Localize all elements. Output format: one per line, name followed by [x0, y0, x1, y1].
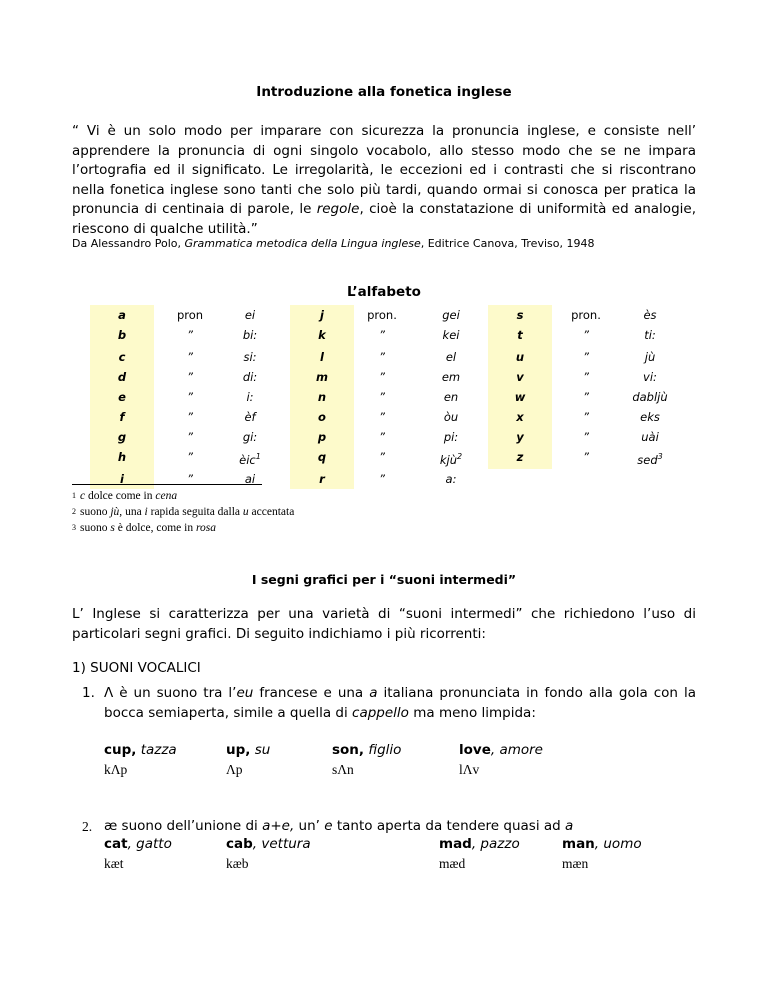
- alphabet-pron-cell: ”: [379, 370, 385, 384]
- alphabet-letter-cell: l: [320, 350, 324, 364]
- alphabet-letter-cell: d: [117, 370, 127, 384]
- example-word: cat, gatto: [104, 836, 172, 852]
- alphabet-title: L’alfabeto: [347, 284, 421, 300]
- example-word: man, uomo: [562, 836, 642, 852]
- alphabet-pron-col-3: [556, 305, 616, 465]
- example-phonetic: kΛp: [104, 762, 128, 777]
- alphabet-letter-cell: b: [117, 328, 127, 342]
- alphabet-pron-cell: pron.: [367, 308, 397, 322]
- alphabet-letter-cell: q: [317, 450, 327, 464]
- alphabet-sound-cell: i:: [246, 390, 254, 404]
- alphabet-letters-col-3: [488, 305, 552, 469]
- alphabet-letters-col-1: [90, 305, 154, 489]
- footnote-3: $^3$ suono s è dolce, come in rosa: [72, 522, 216, 534]
- vowel-item-1: 1. Λ è un suono tra l’eu francese e una a italiana pronunciata in fondo alla gola con la bocca semiaperta, simile a quella di cappello ma meno limpida:: [82, 685, 696, 721]
- alphabet-sound-cell: em: [441, 370, 461, 384]
- alphabet-letters-col-2: [290, 305, 354, 489]
- alphabet-pron-cell: ”: [187, 328, 193, 342]
- footnote-2: $^2$ suono jù, una i rapida seguita dalla u accentata: [72, 506, 295, 518]
- alphabet-pron-col-2: [352, 305, 412, 486]
- alphabet-pron-cell: ”: [379, 350, 385, 364]
- page-title: Introduzione alla fonetica inglese: [256, 84, 512, 100]
- alphabet-sound-cell: en: [443, 390, 459, 404]
- alphabet-sound-col-1: [220, 305, 280, 486]
- footnote-ref: 3: [657, 452, 663, 461]
- alphabet-letter-cell: t: [517, 328, 523, 342]
- alphabet-letter-cell: r: [319, 472, 325, 486]
- example-word: mad, pazzo: [439, 836, 520, 852]
- alphabet-sound-cell: kjù$^2$: [439, 452, 463, 467]
- alphabet-letter-cell: c: [118, 350, 126, 364]
- alphabet-pron-cell: ”: [379, 430, 385, 444]
- alphabet-sound-col-3: [618, 305, 682, 465]
- alphabet-sound-cell: dabljù: [632, 390, 668, 404]
- intro-paragraph: L’ Inglese si caratterizza per una varietà di “suoni intermedi” che richiedono l’uso di particolari segni grafici. Di seguito indichiamo i più ricorrenti:: [72, 606, 696, 642]
- example-word: up, su: [226, 742, 271, 758]
- alphabet-letter-cell: i: [120, 472, 124, 486]
- alphabet-pron-cell: pron.: [571, 308, 601, 322]
- alphabet-letter-cell: f: [119, 410, 125, 424]
- alphabet-sound-cell: pi:: [443, 430, 459, 444]
- alphabet-letter-cell: v: [516, 370, 524, 384]
- alphabet-sound-cell: eks: [640, 410, 660, 424]
- example-word: love, amore: [459, 742, 543, 758]
- example-phonetic: mæd: [439, 856, 466, 871]
- quote-paragraph: “ Vi è un solo modo per imparare con sicurezza la pronuncia inglese, e consiste nell’ apprendere la pronuncia di ogni singolo vocabolo, allo stesso modo che se ne impara l’ortografia ed il significato. Le irregolarità, le eccezioni ed i contrasti che si riscontrano nella fonetica inglese sono tanti che solo più tardi, quando ormai si conosca per pratica la pronuncia di centinaia di parole, le regole, cioè la constatazione di uniformità ed analogie, riescono di qualche utilità.”: [72, 123, 696, 237]
- alphabet-sound-cell: di:: [242, 370, 258, 384]
- alphabet-pron-cell: ”: [187, 450, 193, 464]
- example-phonetic: Λp: [226, 762, 243, 777]
- section-title-suoni-intermedi: I segni grafici per i “suoni intermedi”: [251, 572, 517, 587]
- example-phonetic: lΛv: [459, 762, 480, 777]
- alphabet-pron-cell: ”: [379, 410, 385, 424]
- alphabet-letter-cell: g: [117, 430, 127, 444]
- section-heading-suoni-vocalici: 1) SUONI VOCALICI: [72, 660, 201, 676]
- alphabet-pron-cell: ”: [379, 450, 385, 464]
- alphabet-pron-cell: ”: [187, 370, 193, 384]
- source-book-title: Grammatica metodica della Lingua inglese: [184, 237, 421, 250]
- alphabet-sound-cell: ai: [244, 472, 256, 486]
- alphabet-pron-cell: ”: [583, 328, 589, 342]
- alphabet-pron-cell: ”: [583, 450, 589, 464]
- alphabet-pron-cell: ”: [379, 390, 385, 404]
- alphabet-sound-cell: sed$^3$: [637, 452, 663, 467]
- alphabet-pron-cell: ”: [379, 472, 385, 486]
- alphabet-letter-cell: s: [516, 308, 524, 322]
- alphabet-letter-cell: n: [317, 390, 327, 404]
- alphabet-sound-cell: ti:: [644, 328, 656, 342]
- alphabet-pron-cell: ”: [583, 390, 589, 404]
- alphabet-sound-cell: èic$^1$: [239, 452, 261, 467]
- alphabet-sound-cell: el: [445, 350, 457, 364]
- alphabet-letter-cell: p: [317, 430, 327, 444]
- alphabet-letter-cell: e: [118, 390, 126, 404]
- alphabet-sound-col-2: [420, 305, 482, 486]
- alphabet-letter-cell: h: [117, 450, 127, 464]
- alphabet-sound-cell: bi:: [242, 328, 258, 342]
- alphabet-sound-cell: vi:: [643, 370, 657, 384]
- alphabet-sound-cell: gei: [442, 308, 460, 322]
- alphabet-sound-cell: èf: [244, 410, 256, 424]
- alphabet-letter-cell: y: [516, 430, 524, 444]
- vowel-item-2: 2. æ suono dell’unione di a+e, un’ e tanto aperta da tendere quasi ad a: [82, 818, 574, 834]
- alphabet-pron-col-1: [162, 305, 218, 486]
- alphabet-letter-cell: j: [320, 308, 324, 322]
- alphabet-letter-cell: z: [516, 450, 524, 464]
- example-word: cab, vettura: [226, 836, 311, 852]
- alphabet-letter-cell: x: [516, 410, 524, 424]
- example-word: son, figlio: [332, 742, 402, 758]
- alphabet-pron-cell: ”: [583, 430, 589, 444]
- alphabet-letter-cell: k: [318, 328, 326, 342]
- alphabet-pron-cell: pron: [176, 308, 204, 322]
- alphabet-pron-cell: ”: [187, 430, 193, 444]
- example-phonetic: mæn: [562, 856, 589, 871]
- example-word: cup, tazza: [104, 742, 177, 758]
- alphabet-letter-cell: u: [515, 350, 525, 364]
- alphabet-sound-cell: si:: [243, 350, 257, 364]
- alphabet-pron-cell: ”: [187, 350, 193, 364]
- footnote-1: $^1$ c dolce come in cena: [72, 490, 178, 502]
- alphabet-letter-cell: o: [318, 410, 326, 424]
- alphabet-pron-cell: ”: [187, 410, 193, 424]
- alphabet-sound-cell: a:: [445, 472, 457, 486]
- alphabet-sound-cell: gi:: [242, 430, 258, 444]
- alphabet-sound-cell: uài: [641, 430, 659, 444]
- example-phonetic: kæt: [104, 856, 124, 871]
- alphabet-letter-cell: w: [514, 390, 526, 404]
- alphabet-pron-cell: ”: [583, 410, 589, 424]
- alphabet-pron-cell: ”: [583, 350, 589, 364]
- alphabet-pron-cell: ”: [583, 370, 589, 384]
- alphabet-sound-cell: ès: [643, 308, 657, 322]
- alphabet-pron-cell: ”: [187, 472, 193, 486]
- alphabet-sound-cell: kei: [442, 328, 460, 342]
- quote-emphasis: regole: [316, 201, 360, 217]
- alphabet-pron-cell: ”: [379, 328, 385, 342]
- footnote-ref: 2: [457, 452, 463, 461]
- alphabet-sound-cell: ei: [244, 308, 256, 322]
- footnote-ref: 1: [255, 452, 261, 461]
- footnote-separator: [72, 484, 262, 485]
- example-phonetic: sΛn: [332, 762, 354, 777]
- alphabet-sound-cell: jù: [644, 350, 656, 364]
- example-phonetic: kæb: [226, 856, 249, 871]
- alphabet-letter-cell: m: [316, 370, 328, 384]
- quote-source: Da Alessandro Polo, Grammatica metodica della Lingua inglese, Editrice Canova, Treviso, 1948: [72, 237, 595, 250]
- alphabet-sound-cell: òu: [443, 410, 459, 424]
- alphabet-pron-cell: ”: [187, 390, 193, 404]
- alphabet-letter-cell: a: [118, 308, 126, 322]
